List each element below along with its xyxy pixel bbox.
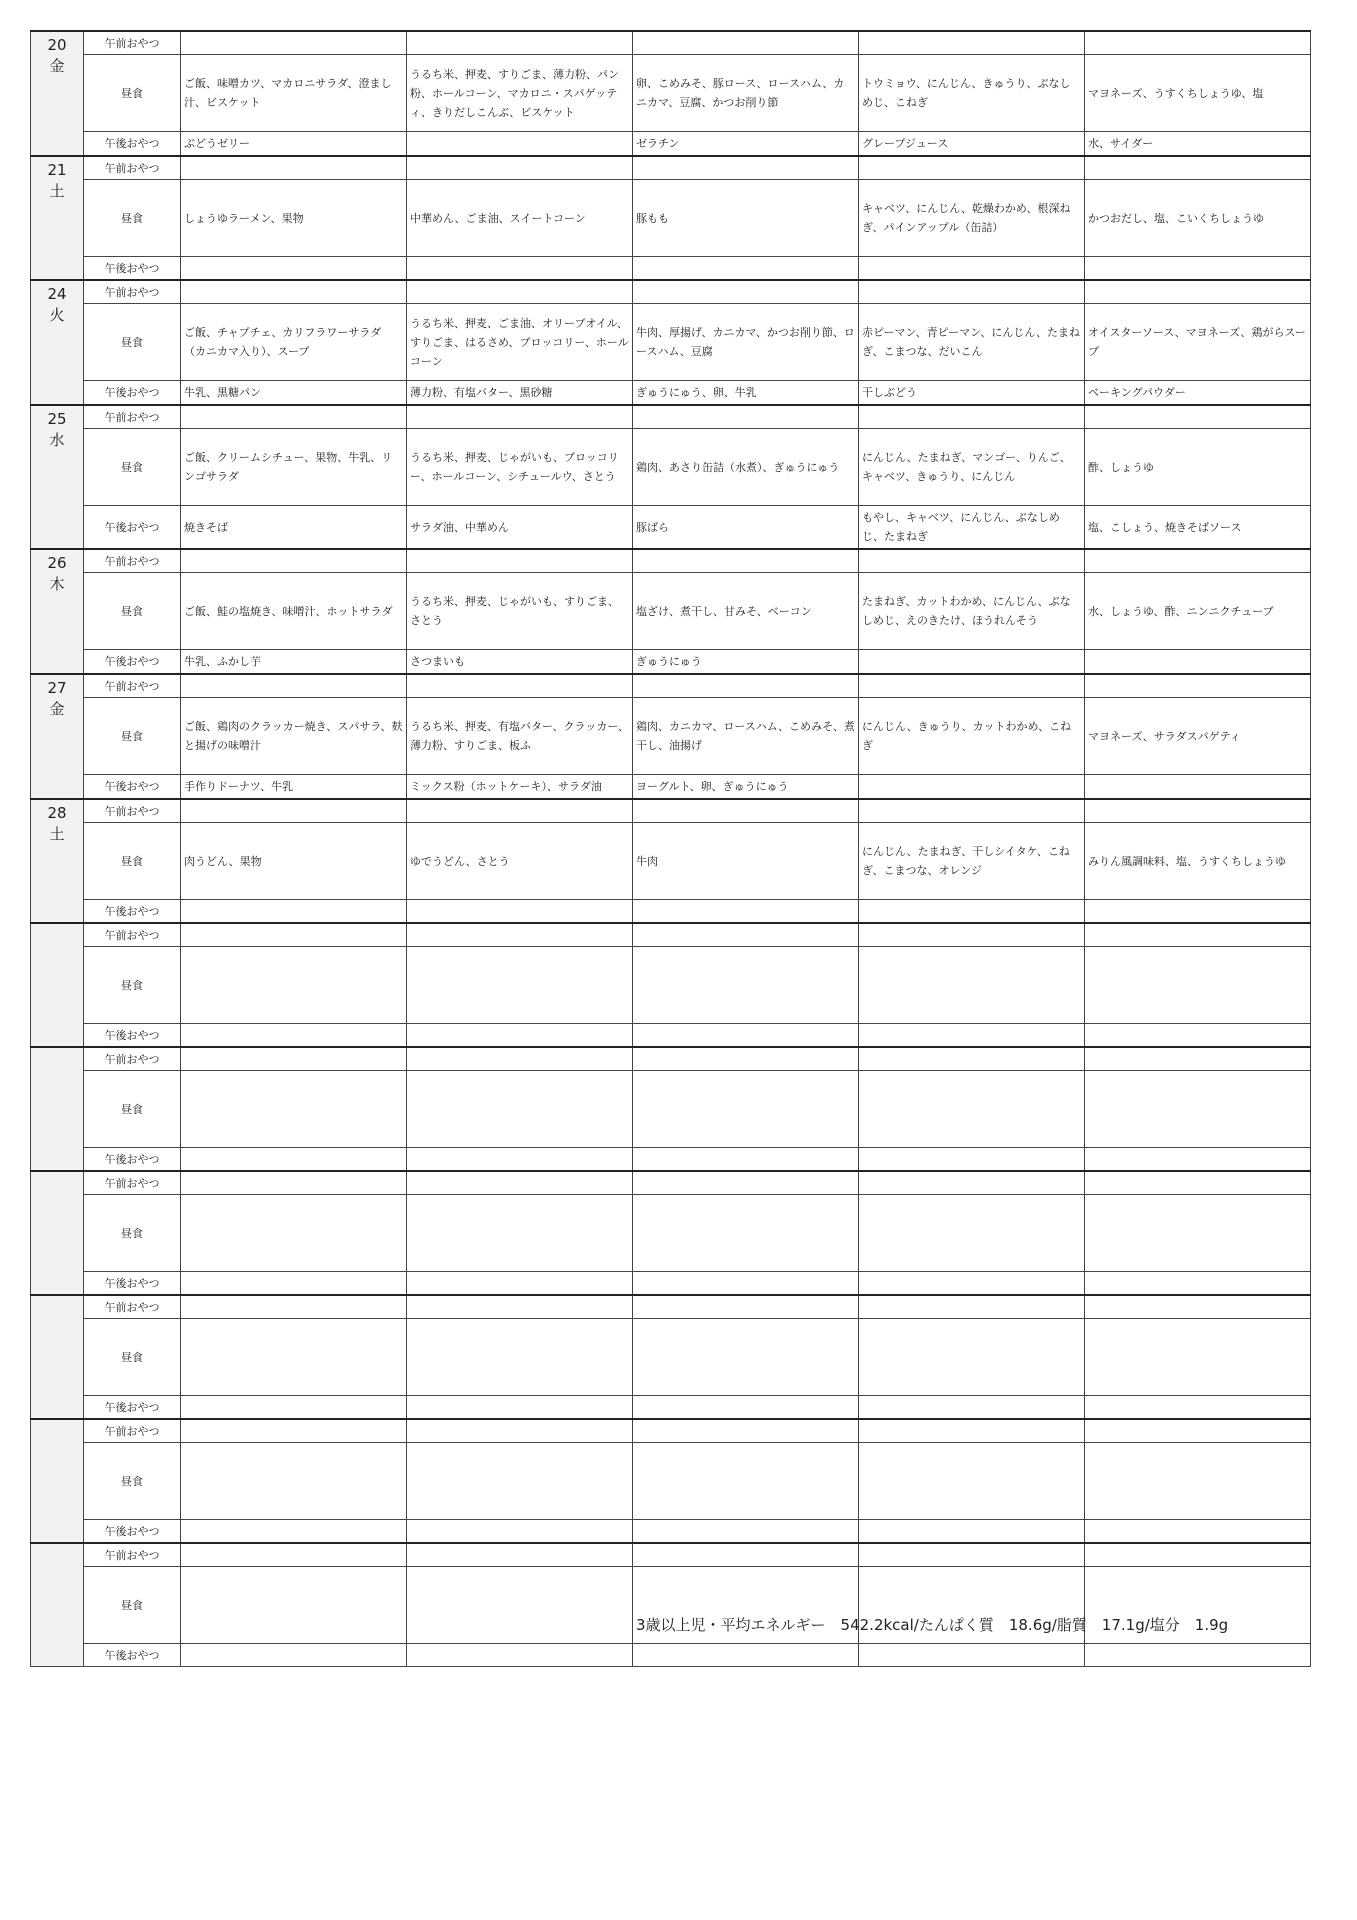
menu-cell — [859, 1148, 1085, 1172]
menu-cell — [633, 1396, 859, 1420]
menu-cell: ミックス粉（ホットケーキ）、サラダ油 — [407, 775, 633, 800]
menu-cell — [407, 156, 633, 180]
menu-cell: かつおだし、塩、こいくちしょうゆ — [1085, 180, 1311, 257]
day-weekday: 土 — [49, 182, 65, 200]
day-13-am-row — [31, 1543, 1311, 1567]
menu-cell: 豚ばら — [633, 506, 859, 550]
day-8-lunch-row — [31, 947, 1311, 1024]
menu-cell — [181, 947, 407, 1024]
menu-cell — [633, 1272, 859, 1296]
meal-label: 昼食 — [84, 1319, 181, 1396]
menu-cell: 焼きそば — [181, 506, 407, 550]
day-1-lunch-row — [31, 55, 1311, 132]
menu-cell — [633, 799, 859, 823]
menu-cell — [407, 280, 633, 304]
menu-cell — [181, 1543, 407, 1567]
menu-cell: たまねぎ、カットわかめ、にんじん、ぶなしめじ、えのきたけ、ほうれんそう — [859, 573, 1085, 650]
menu-cell — [1085, 1443, 1311, 1520]
day-weekday: 火 — [49, 306, 65, 324]
meal-label: 昼食 — [84, 1567, 181, 1644]
menu-cell — [407, 405, 633, 429]
meal-label: 午後おやつ — [84, 775, 181, 800]
menu-cell — [407, 1543, 633, 1567]
menu-cell — [407, 1171, 633, 1195]
menu-cell: うるち米、押麦、じゃがいも、ブロッコリー、ホールコーン、シチュールウ、さとう — [407, 429, 633, 506]
menu-cell — [633, 1520, 859, 1544]
day-3-am-row — [31, 280, 1311, 304]
menu-cell: うるち米、押麦、有塩バター、クラッカー、薄力粉、すりごま、板ふ — [407, 698, 633, 775]
menu-cell — [1085, 1272, 1311, 1296]
menu-cell — [633, 280, 859, 304]
menu-cell — [633, 1543, 859, 1567]
menu-cell — [633, 1443, 859, 1520]
meal-label: 午後おやつ — [84, 650, 181, 675]
day-3-pm-row — [31, 381, 1311, 406]
menu-cell — [407, 549, 633, 573]
meal-label: 午後おやつ — [84, 257, 181, 281]
menu-cell — [407, 1419, 633, 1443]
menu-cell: サラダ油、中華めん — [407, 506, 633, 550]
menu-cell — [407, 923, 633, 947]
menu-cell — [1085, 1520, 1311, 1544]
meal-label: 午後おやつ — [84, 1148, 181, 1172]
day-4-lunch-row — [31, 429, 1311, 506]
menu-cell — [181, 1171, 407, 1195]
meal-label: 昼食 — [84, 947, 181, 1024]
menu-cell: マヨネーズ、うすくちしょうゆ、塩 — [1085, 55, 1311, 132]
menu-cell — [407, 900, 633, 924]
menu-cell — [633, 1419, 859, 1443]
menu-cell — [407, 1295, 633, 1319]
menu-cell — [181, 1443, 407, 1520]
menu-cell — [633, 1071, 859, 1148]
menu-cell — [859, 1071, 1085, 1148]
day-8-pm-row — [31, 1024, 1311, 1048]
meal-label: 午前おやつ — [84, 1543, 181, 1567]
menu-cell — [859, 674, 1085, 698]
day-weekday: 金 — [49, 57, 65, 75]
menu-cell — [633, 257, 859, 281]
menu-cell: しょうゆラーメン、果物 — [181, 180, 407, 257]
day-5-lunch-row — [31, 573, 1311, 650]
menu-cell — [859, 1419, 1085, 1443]
menu-body — [31, 31, 1311, 1667]
menu-cell: 水、しょうゆ、酢、ニンニクチューブ — [1085, 573, 1311, 650]
menu-cell — [1085, 650, 1311, 675]
meal-label: 昼食 — [84, 55, 181, 132]
menu-cell — [633, 549, 859, 573]
meal-label: 午後おやつ — [84, 900, 181, 924]
day-date: 27 — [47, 679, 67, 697]
menu-cell — [407, 1396, 633, 1420]
menu-cell — [181, 405, 407, 429]
menu-cell — [1085, 1419, 1311, 1443]
menu-cell — [633, 900, 859, 924]
menu-cell — [407, 132, 633, 157]
menu-cell — [633, 31, 859, 55]
day-4-pm-row — [31, 506, 1311, 550]
menu-cell — [859, 1396, 1085, 1420]
menu-cell — [1085, 31, 1311, 55]
menu-cell — [1085, 1195, 1311, 1272]
menu-cell: ヨーグルト、卵、ぎゅうにゅう — [633, 775, 859, 800]
menu-cell — [859, 775, 1085, 800]
menu-cell — [859, 1295, 1085, 1319]
menu-cell: ご飯、クリームシチュー、果物、牛乳、リンゴサラダ — [181, 429, 407, 506]
menu-cell — [1085, 1644, 1311, 1667]
menu-cell — [633, 1047, 859, 1071]
menu-cell: ぎゅうにゅう、卵、牛乳 — [633, 381, 859, 406]
day-cell — [31, 280, 84, 405]
menu-cell: 鶏肉、カニカマ、ロースハム、こめみそ、煮干し、油揚げ — [633, 698, 859, 775]
menu-cell — [633, 405, 859, 429]
day-7-pm-row — [31, 900, 1311, 924]
day-12-pm-row — [31, 1520, 1311, 1544]
day-4-am-row — [31, 405, 1311, 429]
meal-label: 午後おやつ — [84, 132, 181, 157]
menu-cell — [633, 1319, 859, 1396]
menu-cell — [407, 674, 633, 698]
menu-cell — [407, 31, 633, 55]
menu-cell — [1085, 156, 1311, 180]
nutrition-summary: 3歳以上児・平均エネルギー 542.2kcal/たんぱく質 18.6g/脂質 17.1g/塩分 1.9g — [636, 1616, 1229, 1634]
menu-cell — [181, 1148, 407, 1172]
meal-label: 午前おやつ — [84, 549, 181, 573]
menu-cell — [859, 1443, 1085, 1520]
menu-cell — [1085, 1396, 1311, 1420]
menu-cell — [859, 1520, 1085, 1544]
menu-cell: ご飯、味噌カツ、マカロニサラダ、澄まし汁、ビスケット — [181, 55, 407, 132]
menu-cell — [181, 257, 407, 281]
day-2-pm-row — [31, 257, 1311, 281]
menu-cell: 手作りドーナツ、牛乳 — [181, 775, 407, 800]
menu-cell — [1085, 799, 1311, 823]
meal-label: 午後おやつ — [84, 1024, 181, 1048]
day-weekday: 木 — [49, 575, 65, 593]
menu-cell — [859, 257, 1085, 281]
menu-cell — [633, 1171, 859, 1195]
meal-label: 午後おやつ — [84, 506, 181, 550]
menu-cell — [407, 1148, 633, 1172]
day-2-am-row — [31, 156, 1311, 180]
day-10-am-row — [31, 1171, 1311, 1195]
day-cell — [31, 1171, 84, 1295]
day-cell — [31, 674, 84, 799]
menu-cell: 赤ピーマン、青ピーマン、にんじん、たまねぎ、こまつな、だいこん — [859, 304, 1085, 381]
meal-label: 昼食 — [84, 1443, 181, 1520]
menu-cell: ぎゅうにゅう — [633, 650, 859, 675]
day-7-lunch-row — [31, 823, 1311, 900]
menu-cell — [859, 405, 1085, 429]
menu-cell — [181, 1295, 407, 1319]
menu-cell — [859, 156, 1085, 180]
menu-cell: ベーキングパウダー — [1085, 381, 1311, 406]
menu-cell — [1085, 257, 1311, 281]
menu-cell: ご飯、チャプチェ、カリフラワーサラダ（カニカマ入り）、スープ — [181, 304, 407, 381]
day-7-am-row — [31, 799, 1311, 823]
menu-cell — [633, 1295, 859, 1319]
menu-cell: 薄力粉、有塩バター、黒砂糖 — [407, 381, 633, 406]
menu-cell — [859, 1171, 1085, 1195]
day-1-am-row — [31, 31, 1311, 55]
day-10-lunch-row — [31, 1195, 1311, 1272]
menu-cell — [1085, 1295, 1311, 1319]
menu-cell — [407, 1047, 633, 1071]
day-cell — [31, 799, 84, 923]
menu-cell — [181, 1419, 407, 1443]
menu-cell — [181, 923, 407, 947]
day-12-am-row — [31, 1419, 1311, 1443]
menu-cell — [859, 280, 1085, 304]
day-11-am-row — [31, 1295, 1311, 1319]
menu-cell — [407, 1024, 633, 1048]
menu-cell: ゼラチン — [633, 132, 859, 157]
menu-cell — [633, 1148, 859, 1172]
menu-cell — [859, 1543, 1085, 1567]
menu-cell — [1085, 1171, 1311, 1195]
day-cell — [31, 156, 84, 280]
menu-cell: 塩ざけ、煮干し、甘みそ、ベーコン — [633, 573, 859, 650]
meal-label: 午前おやつ — [84, 31, 181, 55]
day-2-lunch-row — [31, 180, 1311, 257]
menu-cell — [859, 1644, 1085, 1667]
day-10-pm-row — [31, 1272, 1311, 1296]
menu-cell: マヨネーズ、サラダスパゲティ — [1085, 698, 1311, 775]
meal-label: 午前おやつ — [84, 1419, 181, 1443]
day-9-am-row — [31, 1047, 1311, 1071]
menu-cell: 牛乳、黒糖パン — [181, 381, 407, 406]
menu-cell — [181, 799, 407, 823]
menu-cell: 酢、しょうゆ — [1085, 429, 1311, 506]
menu-cell: うるち米、押麦、じゃがいも、すりごま、さとう — [407, 573, 633, 650]
day-weekday: 水 — [49, 431, 65, 449]
meal-label: 午前おやつ — [84, 674, 181, 698]
menu-cell: 干しぶどう — [859, 381, 1085, 406]
menu-table — [30, 30, 1311, 1667]
menu-cell — [407, 1272, 633, 1296]
menu-cell — [859, 650, 1085, 675]
menu-cell — [859, 947, 1085, 1024]
menu-cell: 牛乳、ふかし芋 — [181, 650, 407, 675]
menu-cell: 牛肉、厚揚げ、カニカマ、かつお削り節、ロースハム、豆腐 — [633, 304, 859, 381]
menu-cell — [407, 257, 633, 281]
menu-cell: 中華めん、ごま油、スイートコーン — [407, 180, 633, 257]
menu-cell — [859, 1272, 1085, 1296]
meal-label: 午後おやつ — [84, 1396, 181, 1420]
menu-cell — [407, 1567, 633, 1644]
menu-cell: ご飯、鮭の塩焼き、味噌汁、ホットサラダ — [181, 573, 407, 650]
day-cell — [31, 1543, 84, 1667]
menu-cell — [1085, 947, 1311, 1024]
menu-cell: 牛肉 — [633, 823, 859, 900]
meal-label: 午前おやつ — [84, 156, 181, 180]
day-cell — [31, 1047, 84, 1171]
menu-cell — [181, 31, 407, 55]
meal-label: 昼食 — [84, 823, 181, 900]
menu-cell — [859, 1195, 1085, 1272]
menu-cell — [181, 900, 407, 924]
menu-cell: にんじん、たまねぎ、干しシイタケ、こねぎ、こまつな、オレンジ — [859, 823, 1085, 900]
menu-cell — [1085, 549, 1311, 573]
day-date: 21 — [47, 161, 67, 179]
meal-label: 午前おやつ — [84, 1047, 181, 1071]
menu-cell: うるち米、押麦、すりごま、薄力粉、パン粉、ホールコーン、マカロニ・スパゲッティ、きりだしこんぶ、ビスケット — [407, 55, 633, 132]
menu-cell — [1085, 1543, 1311, 1567]
menu-cell — [181, 1024, 407, 1048]
menu-cell: さつまいも — [407, 650, 633, 675]
meal-label: 午前おやつ — [84, 1295, 181, 1319]
menu-cell — [407, 1644, 633, 1667]
menu-cell — [1085, 1148, 1311, 1172]
meal-label: 昼食 — [84, 698, 181, 775]
meal-label: 午後おやつ — [84, 1644, 181, 1667]
day-cell — [31, 549, 84, 674]
day-1-pm-row — [31, 132, 1311, 157]
menu-cell — [407, 1520, 633, 1544]
meal-label: 昼食 — [84, 1195, 181, 1272]
menu-cell — [859, 549, 1085, 573]
menu-cell — [1085, 280, 1311, 304]
menu-cell — [859, 923, 1085, 947]
menu-cell: 豚もも — [633, 180, 859, 257]
menu-cell — [407, 1195, 633, 1272]
day-11-pm-row — [31, 1396, 1311, 1420]
menu-cell: にんじん、たまねぎ、マンゴー、りんご、キャベツ、きゅうり、にんじん — [859, 429, 1085, 506]
day-cell — [31, 31, 84, 156]
meal-label: 午後おやつ — [84, 1520, 181, 1544]
menu-cell — [633, 1024, 859, 1048]
menu-cell — [859, 1319, 1085, 1396]
day-5-am-row — [31, 549, 1311, 573]
meal-label: 昼食 — [84, 180, 181, 257]
menu-cell — [181, 1047, 407, 1071]
meal-label: 午前おやつ — [84, 1171, 181, 1195]
day-9-lunch-row — [31, 1071, 1311, 1148]
meal-label: 昼食 — [84, 429, 181, 506]
menu-cell — [633, 923, 859, 947]
day-11-lunch-row — [31, 1319, 1311, 1396]
menu-cell — [859, 31, 1085, 55]
day-12-lunch-row — [31, 1443, 1311, 1520]
menu-cell — [859, 1024, 1085, 1048]
day-8-am-row — [31, 923, 1311, 947]
menu-cell — [181, 1071, 407, 1148]
menu-cell — [181, 1396, 407, 1420]
day-9-pm-row — [31, 1148, 1311, 1172]
menu-cell — [1085, 900, 1311, 924]
menu-cell — [181, 549, 407, 573]
day-date: 26 — [47, 554, 67, 572]
day-weekday: 土 — [49, 825, 65, 843]
day-6-lunch-row — [31, 698, 1311, 775]
menu-cell — [181, 1319, 407, 1396]
meal-label: 午前おやつ — [84, 923, 181, 947]
meal-label: 午後おやつ — [84, 381, 181, 406]
menu-cell: ぶどうゼリー — [181, 132, 407, 157]
menu-cell: トウミョウ、にんじん、きゅうり、ぶなしめじ、こねぎ — [859, 55, 1085, 132]
menu-cell: みりん風調味料、塩、うすくちしょうゆ — [1085, 823, 1311, 900]
day-date: 25 — [47, 410, 67, 428]
day-6-am-row — [31, 674, 1311, 698]
menu-cell — [407, 947, 633, 1024]
menu-cell: もやし、キャベツ、にんじん、ぶなしめじ、たまねぎ — [859, 506, 1085, 550]
menu-cell — [181, 156, 407, 180]
day-weekday: 金 — [49, 700, 65, 718]
menu-cell — [181, 1520, 407, 1544]
menu-cell — [1085, 1071, 1311, 1148]
day-cell — [31, 923, 84, 1047]
menu-cell — [859, 1047, 1085, 1071]
day-5-pm-row — [31, 650, 1311, 675]
menu-cell — [633, 1195, 859, 1272]
day-6-pm-row — [31, 775, 1311, 800]
menu-cell — [181, 1272, 407, 1296]
day-date: 20 — [47, 36, 67, 54]
menu-cell — [1085, 1047, 1311, 1071]
menu-cell — [633, 156, 859, 180]
menu-cell: ご飯、鶏肉のクラッカー焼き、スパサラ、麸と揚げの味噌汁 — [181, 698, 407, 775]
menu-cell: にんじん、きゅうり、カットわかめ、こねぎ — [859, 698, 1085, 775]
day-cell — [31, 1419, 84, 1543]
meal-label: 午前おやつ — [84, 799, 181, 823]
menu-cell — [859, 900, 1085, 924]
menu-cell — [181, 280, 407, 304]
menu-cell: 塩、こしょう、焼きそばソース — [1085, 506, 1311, 550]
menu-cell: グレープジュース — [859, 132, 1085, 157]
day-13-pm-row — [31, 1644, 1311, 1667]
meal-label: 午前おやつ — [84, 280, 181, 304]
menu-cell — [1085, 1319, 1311, 1396]
menu-cell — [633, 674, 859, 698]
menu-cell — [181, 674, 407, 698]
menu-cell — [1085, 1024, 1311, 1048]
day-3-lunch-row — [31, 304, 1311, 381]
menu-cell — [1085, 923, 1311, 947]
menu-cell: 肉うどん、果物 — [181, 823, 407, 900]
meal-label: 午後おやつ — [84, 1272, 181, 1296]
menu-cell — [1085, 775, 1311, 800]
menu-cell — [407, 799, 633, 823]
menu-cell: ゆでうどん、さとう — [407, 823, 633, 900]
menu-cell — [633, 947, 859, 1024]
day-cell — [31, 1295, 84, 1419]
menu-cell — [859, 799, 1085, 823]
menu-cell: オイスターソース、マヨネーズ、鶏がらスープ — [1085, 304, 1311, 381]
menu-cell: うるち米、押麦、ごま油、オリーブオイル、すりごま、はるさめ、ブロッコリー、ホールコーン — [407, 304, 633, 381]
menu-cell: キャベツ、にんじん、乾燥わかめ、根深ねぎ、パインアップル（缶詰） — [859, 180, 1085, 257]
menu-cell: 水、サイダー — [1085, 132, 1311, 157]
menu-cell — [633, 1644, 859, 1667]
menu-cell — [181, 1567, 407, 1644]
menu-cell — [181, 1644, 407, 1667]
meal-label: 昼食 — [84, 1071, 181, 1148]
menu-cell: 卵、こめみそ、豚ロース、ロースハム、カニカマ、豆腐、かつお削り節 — [633, 55, 859, 132]
meal-label: 昼食 — [84, 304, 181, 381]
menu-cell — [181, 1195, 407, 1272]
menu-cell — [1085, 405, 1311, 429]
day-cell — [31, 405, 84, 549]
meal-label: 昼食 — [84, 573, 181, 650]
meal-label: 午前おやつ — [84, 405, 181, 429]
menu-cell — [1085, 674, 1311, 698]
menu-cell: 鶏肉、あさり缶詰（水煮）、ぎゅうにゅう — [633, 429, 859, 506]
menu-cell — [407, 1443, 633, 1520]
menu-cell — [407, 1319, 633, 1396]
menu-cell — [407, 1071, 633, 1148]
day-date: 24 — [47, 285, 67, 303]
day-date: 28 — [47, 804, 67, 822]
